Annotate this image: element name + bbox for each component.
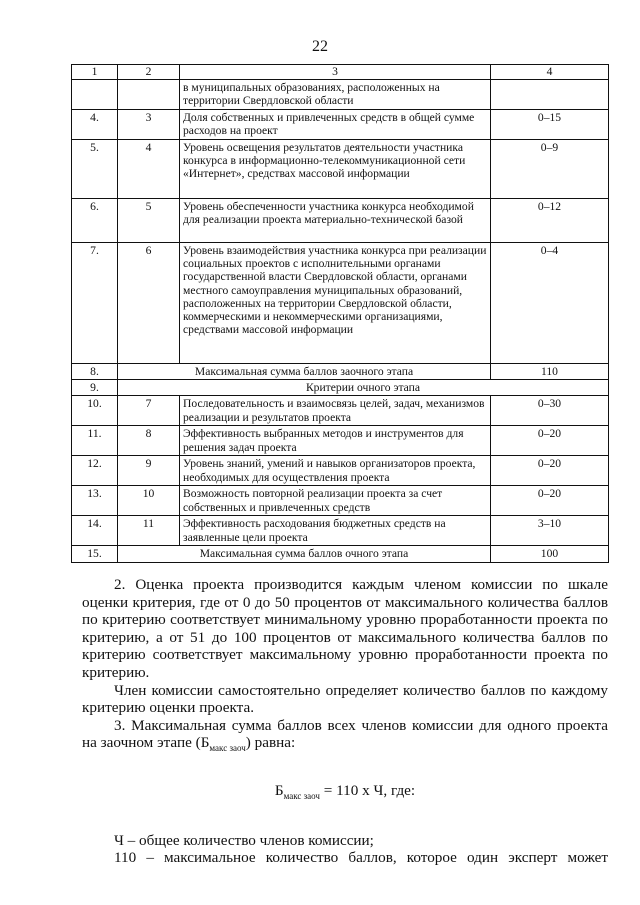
table-row: [72, 546, 609, 562]
criterion-number: 10: [118, 486, 180, 516]
criterion-text: Возможность повторной реализации проекта за счет собственных и привлеченных средств: [180, 486, 491, 516]
row-number: 15.: [72, 546, 118, 562]
criterion-number: 11: [118, 516, 180, 546]
score-range: 0–20: [491, 456, 609, 486]
score-range: 0–12: [491, 199, 609, 243]
table-row: [72, 140, 609, 199]
score-range: 0–4: [491, 243, 609, 364]
criterion-number: 7: [118, 396, 180, 426]
paragraph-max-sum-end: ) равна:: [245, 734, 296, 752]
section-heading: Критерии очного этапа: [118, 380, 609, 396]
criterion-number: 4: [118, 140, 180, 199]
total-label: Максимальная сумма баллов очного этапа: [118, 546, 491, 562]
paragraph-members-count: Ч – общее количество членов комиссии;: [114, 831, 374, 849]
criterion-text: Уровень освещения результатов деятельности участника конкурса в информационно-телекоммуникационной сети «Интернет», средствах массовой информации: [180, 140, 491, 199]
body-text: [82, 576, 608, 867]
paragraph-max-sum-text: 3. Максимальная сумма баллов всех членов комиссии для одного проекта на заочном этапе (Б: [82, 716, 608, 752]
row-number: 12.: [72, 456, 118, 486]
total-score: 110: [491, 364, 609, 380]
criterion-number: 6: [118, 243, 180, 364]
table-header-row: [72, 65, 609, 80]
criterion-number: 8: [118, 426, 180, 456]
table-row: [72, 516, 609, 546]
table-row: [72, 486, 609, 516]
row-number: 13.: [72, 486, 118, 516]
paragraph-max-sum: [82, 717, 608, 758]
criterion-text: Доля собственных и привлеченных средств в общей сумме расходов на проект: [180, 110, 491, 140]
table-row: [72, 110, 609, 140]
total-score: 100: [491, 546, 609, 562]
formula: [82, 782, 608, 806]
score-range: [491, 80, 609, 110]
paragraph-member-scoring: Член комиссии самостоятельно определяет количество баллов по каждому критерию оценки проекта.: [82, 681, 608, 717]
paragraph-scoring-scale: 2. Оценка проекта производится каждым членом комиссии по шкале оценки критерия, где от 0 до 50 процентов от максимального количества баллов по критерию соответствует минимальному уровню проработанности проекта по критерию, а от 51 до 100 процентов от максимального количества баллов по критерию соответствует максимальному уровню проработанности проекта по критерию.: [82, 576, 608, 681]
score-range: 0–20: [491, 486, 609, 516]
criteria-table: [71, 64, 609, 563]
row-number: 7.: [72, 243, 118, 364]
table-row: [72, 456, 609, 486]
row-number: 4.: [72, 110, 118, 140]
row-number: 5.: [72, 140, 118, 199]
criterion-text: Последовательность и взаимосвязь целей, задач, механизмов реализации и результатов проекта: [180, 396, 491, 426]
subscript-label: макс заоч: [209, 743, 246, 754]
header-cell: 4: [491, 65, 609, 80]
score-range: 3–10: [491, 516, 609, 546]
row-number: 9.: [72, 380, 118, 396]
table-row: [72, 243, 609, 364]
header-cell: 3: [180, 65, 491, 80]
row-number: [72, 80, 118, 110]
criterion-text: Эффективность расходования бюджетных средств на заявленные цели проекта: [180, 516, 491, 546]
criterion-text: Уровень обеспеченности участника конкурса необходимой для реализации проекта материально-технической базой: [180, 199, 491, 243]
criterion-text: Уровень знаний, умений и навыков организаторов проекта, необходимых для осуществления проекта: [180, 456, 491, 486]
row-number: 14.: [72, 516, 118, 546]
row-number: 11.: [72, 426, 118, 456]
score-range: 0–30: [491, 396, 609, 426]
criterion-text: Уровень взаимодействия участника конкурса при реализации социальных проектов с исполнительными органами государственной власти Свердловской области, органами местного самоуправления муниципальных образований, расположенных на территории Свердловской области, коммерческими и некоммерческими организациями, средствами массовой информации: [180, 243, 491, 364]
score-range: 0–20: [491, 426, 609, 456]
header-cell: 2: [118, 65, 180, 80]
page-number: 22: [312, 38, 328, 55]
table-row: [72, 80, 609, 110]
criterion-number: 9: [118, 456, 180, 486]
paragraph-max-points: 110 – максимальное количество баллов, которое один эксперт может: [114, 849, 608, 867]
header-cell: 1: [72, 65, 118, 80]
row-number: 10.: [72, 396, 118, 426]
total-label: Максимальная сумма баллов заочного этапа: [118, 364, 491, 380]
score-range: 0–9: [491, 140, 609, 199]
table-row: [72, 426, 609, 456]
score-range: 0–15: [491, 110, 609, 140]
row-number: 8.: [72, 364, 118, 380]
criterion-text: Эффективность выбранных методов и инструментов для решения задач проекта: [180, 426, 491, 456]
formula-expression: = 110 х Ч, где:: [319, 781, 416, 799]
formula-symbol: Б: [274, 781, 284, 799]
table-row: [72, 396, 609, 426]
table-row: [72, 364, 609, 380]
formula-subscript: макс заоч: [283, 791, 320, 801]
criterion-number: [118, 80, 180, 110]
table-row: [72, 380, 609, 396]
criterion-number: 3: [118, 110, 180, 140]
criterion-text: в муниципальных образованиях, расположенных на территории Свердловской области: [180, 80, 491, 110]
criterion-number: 5: [118, 199, 180, 243]
row-number: 6.: [72, 199, 118, 243]
table-row: [72, 199, 609, 243]
